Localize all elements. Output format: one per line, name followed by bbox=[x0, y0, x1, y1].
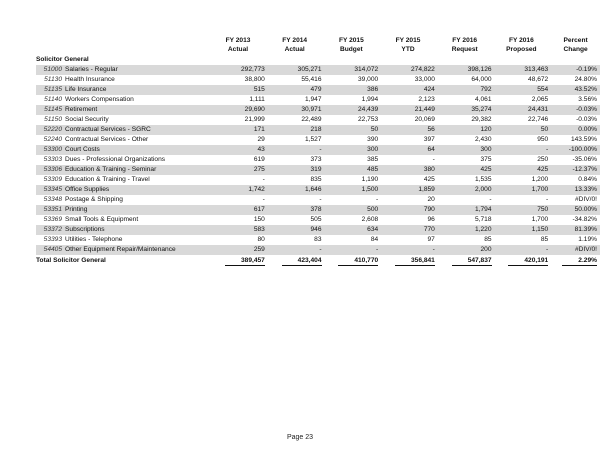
value-fy2015-budget: 1,500 bbox=[325, 185, 382, 195]
account-code: 54405 bbox=[43, 246, 62, 253]
value-fy2015-ytd: - bbox=[432, 156, 435, 163]
value-fy2016-proposed: 85 bbox=[540, 236, 549, 243]
account-code: 51000 bbox=[43, 66, 62, 73]
account-cell bbox=[36, 205, 211, 215]
value-fy2014: 305,271 bbox=[268, 65, 325, 75]
value-fy2015-ytd: 2,123 bbox=[418, 96, 435, 103]
value-fy2015-ytd: 56 bbox=[381, 125, 438, 135]
value-fy2015-budget: - bbox=[375, 196, 379, 203]
table-row bbox=[36, 75, 600, 85]
value-fy2014: 319 bbox=[268, 165, 325, 175]
value-fy2014: 946 bbox=[268, 225, 325, 235]
percent-change: -34.82% bbox=[572, 216, 597, 223]
value-fy2014: - bbox=[268, 145, 325, 155]
value-fy2016-proposed: 950 bbox=[537, 136, 549, 143]
value-fy2016-proposed: 313,463 bbox=[495, 65, 552, 75]
value-fy2016-request: 64,000 bbox=[471, 76, 492, 83]
value-fy2016-request: 1,535 bbox=[475, 176, 492, 183]
account-name: Education & Training - Seminar bbox=[65, 166, 157, 173]
account-code: 53306 bbox=[43, 166, 62, 173]
account-name: Retirement bbox=[65, 106, 98, 113]
account-cell bbox=[36, 225, 211, 235]
table-row bbox=[36, 115, 600, 125]
account-cell bbox=[36, 135, 211, 145]
account-cell bbox=[36, 195, 211, 205]
value-fy2016-proposed: - bbox=[495, 145, 552, 155]
value-fy2016-request: 4,061 bbox=[475, 96, 492, 103]
value-fy2016-proposed: 24,431 bbox=[495, 105, 552, 115]
value-fy2013: 583 bbox=[211, 225, 268, 235]
header-fy2016-request: FY 2016 Request bbox=[451, 37, 478, 53]
account-code: 51130 bbox=[44, 76, 62, 83]
account-cell bbox=[36, 105, 211, 115]
value-fy2013: 171 bbox=[211, 125, 268, 135]
account-cell bbox=[36, 215, 211, 225]
value-fy2015-ytd: 274,822 bbox=[381, 65, 438, 75]
account-name: Office Supplies bbox=[65, 186, 110, 193]
percent-change: 1.19% bbox=[578, 236, 597, 243]
value-fy2013: 275 bbox=[211, 165, 268, 175]
percent-change: -0.03% bbox=[576, 116, 597, 123]
total-fy2015-ytd: 356,841 bbox=[381, 255, 438, 266]
total-label: Total Solicitor General bbox=[36, 256, 106, 264]
value-fy2016-proposed: 750 bbox=[495, 205, 552, 215]
value-fy2015-budget: 50 bbox=[325, 125, 382, 135]
percent-change: -12.37% bbox=[551, 165, 600, 175]
percent-change: 143.59% bbox=[570, 136, 597, 143]
account-name: Small Tools & Equipment bbox=[65, 216, 139, 223]
table-row bbox=[36, 205, 600, 215]
total-fy2016-proposed: 420,191 bbox=[495, 255, 552, 266]
table-row bbox=[36, 125, 600, 135]
percent-change: 81.39% bbox=[551, 225, 600, 235]
percent-change: -0.19% bbox=[551, 65, 600, 75]
value-fy2016-proposed: 50 bbox=[495, 125, 552, 135]
value-fy2015-budget: 2,608 bbox=[361, 216, 379, 223]
value-fy2015-ytd: 770 bbox=[381, 225, 438, 235]
value-fy2015-ytd: 790 bbox=[381, 205, 438, 215]
percent-change: 13.33% bbox=[551, 185, 600, 195]
account-cell bbox=[36, 115, 211, 125]
account-name: Contractual Services - Other bbox=[65, 136, 149, 143]
value-fy2014: 83 bbox=[314, 236, 322, 243]
table-row bbox=[36, 155, 600, 165]
account-name: Social Security bbox=[65, 116, 109, 123]
table-row bbox=[36, 65, 600, 75]
value-fy2016-request: 29,382 bbox=[471, 116, 492, 123]
total-fy2016-request: 547,837 bbox=[438, 255, 495, 266]
value-fy2016-proposed: 22,746 bbox=[528, 116, 549, 123]
total-fy2013: 389,457 bbox=[211, 255, 268, 266]
value-fy2013: 292,773 bbox=[211, 65, 268, 75]
account-code: 53303 bbox=[43, 156, 62, 163]
account-name: Other Equipment Repair/Maintenance bbox=[65, 246, 176, 253]
percent-change: 0.84% bbox=[578, 176, 597, 183]
value-fy2015-budget: 22,753 bbox=[358, 116, 379, 123]
account-code: 52240 bbox=[43, 136, 62, 143]
table-row bbox=[36, 95, 600, 105]
header-row bbox=[36, 33, 600, 54]
value-fy2015-budget: 314,072 bbox=[325, 65, 382, 75]
value-fy2016-proposed: 1,700 bbox=[531, 216, 549, 223]
percent-change: -0.03% bbox=[551, 105, 600, 115]
value-fy2015-ytd: 424 bbox=[381, 85, 438, 95]
account-code: 53345 bbox=[43, 186, 62, 193]
value-fy2013: - bbox=[262, 176, 265, 183]
section-title: Solicitor General bbox=[36, 55, 89, 63]
table-row bbox=[36, 195, 600, 205]
table-row bbox=[36, 245, 600, 255]
value-fy2016-proposed: 250 bbox=[537, 156, 549, 163]
account-name: Life Insurance bbox=[65, 86, 107, 93]
value-fy2016-request: 2,000 bbox=[438, 185, 495, 195]
table-row bbox=[36, 185, 600, 195]
header-fy2013-actual: FY 2013 Actual bbox=[225, 37, 251, 53]
value-fy2015-ytd: 425 bbox=[423, 176, 435, 183]
value-fy2014: 378 bbox=[268, 205, 325, 215]
value-fy2013: 150 bbox=[253, 216, 265, 223]
account-code: 53393 bbox=[43, 236, 62, 243]
value-fy2013: 38,800 bbox=[244, 76, 265, 83]
value-fy2016-request: 5,718 bbox=[475, 216, 492, 223]
value-fy2015-budget: 485 bbox=[325, 165, 382, 175]
percent-change: -35.06% bbox=[572, 156, 597, 163]
value-fy2014: 30,971 bbox=[268, 105, 325, 115]
account-code: 53309 bbox=[43, 176, 62, 183]
value-fy2016-request: 425 bbox=[438, 165, 495, 175]
value-fy2015-budget: - bbox=[325, 245, 382, 255]
value-fy2015-budget: 39,000 bbox=[358, 76, 379, 83]
value-fy2015-ytd: 1,859 bbox=[381, 185, 438, 195]
account-code: 51145 bbox=[44, 106, 62, 113]
account-code: 53372 bbox=[43, 226, 62, 233]
value-fy2016-request: 398,126 bbox=[438, 65, 495, 75]
value-fy2013: - bbox=[262, 196, 265, 203]
value-fy2015-ytd: 20,069 bbox=[414, 116, 435, 123]
account-code: 53300 bbox=[43, 146, 62, 153]
value-fy2016-request: 1,220 bbox=[438, 225, 495, 235]
account-name: Utilities - Telephone bbox=[65, 236, 123, 243]
account-cell bbox=[36, 65, 211, 75]
value-fy2016-request: 375 bbox=[480, 156, 492, 163]
account-name: Contractual Services - SGRC bbox=[65, 126, 151, 133]
account-code: 51135 bbox=[44, 86, 62, 93]
header-percent-change: Percent Change bbox=[563, 37, 588, 53]
value-fy2015-budget: 385 bbox=[367, 156, 379, 163]
value-fy2013: 29,690 bbox=[211, 105, 268, 115]
table-row bbox=[36, 175, 600, 185]
account-code: 51150 bbox=[44, 116, 62, 123]
table-row bbox=[36, 235, 600, 245]
value-fy2014: 835 bbox=[310, 176, 322, 183]
account-cell bbox=[36, 85, 211, 95]
value-fy2016-proposed: 2,065 bbox=[531, 96, 549, 103]
value-fy2013: 1,111 bbox=[249, 96, 265, 103]
value-fy2016-request: 35,274 bbox=[438, 105, 495, 115]
value-fy2014: 218 bbox=[268, 125, 325, 135]
table-row bbox=[36, 105, 600, 115]
value-fy2016-request: 792 bbox=[438, 85, 495, 95]
value-fy2013: 619 bbox=[253, 156, 265, 163]
value-fy2013: 515 bbox=[211, 85, 268, 95]
value-fy2013: 80 bbox=[257, 236, 265, 243]
table-row bbox=[36, 215, 600, 225]
value-fy2016-request: - bbox=[489, 196, 492, 203]
value-fy2013: 21,999 bbox=[244, 116, 265, 123]
total-fy2014: 423,404 bbox=[268, 255, 325, 266]
account-code: 51140 bbox=[44, 96, 62, 103]
value-fy2015-ytd: 96 bbox=[427, 216, 435, 223]
value-fy2013: 617 bbox=[211, 205, 268, 215]
value-fy2016-proposed: 1,200 bbox=[531, 176, 549, 183]
value-fy2015-ytd: - bbox=[381, 245, 438, 255]
value-fy2016-request: 200 bbox=[438, 245, 495, 255]
account-cell bbox=[36, 155, 211, 165]
account-cell bbox=[36, 185, 211, 195]
value-fy2015-ytd: 21,449 bbox=[381, 105, 438, 115]
account-cell bbox=[36, 125, 211, 135]
value-fy2016-request: 300 bbox=[438, 145, 495, 155]
value-fy2013: 43 bbox=[211, 145, 268, 155]
value-fy2014: 479 bbox=[268, 85, 325, 95]
percent-change: 3.56% bbox=[578, 96, 597, 103]
value-fy2015-budget: 300 bbox=[325, 145, 382, 155]
value-fy2016-request: 1,794 bbox=[438, 205, 495, 215]
value-fy2015-budget: 84 bbox=[370, 236, 379, 243]
account-name: Postage & Shipping bbox=[65, 196, 123, 203]
percent-change: #DIV/0! bbox=[575, 196, 597, 203]
value-fy2015-ytd: 64 bbox=[381, 145, 438, 155]
account-cell bbox=[36, 95, 211, 105]
section-header-row bbox=[36, 54, 600, 65]
value-fy2016-request: 120 bbox=[438, 125, 495, 135]
value-fy2015-budget: 634 bbox=[325, 225, 382, 235]
value-fy2013: 1,742 bbox=[211, 185, 268, 195]
budget-table bbox=[36, 33, 600, 266]
percent-change: 24.80% bbox=[574, 76, 597, 83]
header-fy2015-ytd: FY 2015 YTD bbox=[395, 37, 421, 53]
value-fy2015-ytd: 397 bbox=[423, 136, 435, 143]
value-fy2016-proposed: - bbox=[546, 196, 549, 203]
value-fy2016-request: 85 bbox=[484, 236, 492, 243]
value-fy2015-budget: 386 bbox=[325, 85, 382, 95]
value-fy2015-budget: 24,439 bbox=[325, 105, 382, 115]
total-fy2015-budget: 410,770 bbox=[325, 255, 382, 266]
percent-change: -100.00% bbox=[551, 145, 600, 155]
value-fy2014: - bbox=[268, 245, 325, 255]
percent-change: 50.00% bbox=[551, 205, 600, 215]
value-fy2014: 1,947 bbox=[305, 96, 322, 103]
account-name: Salaries - Regular bbox=[65, 66, 118, 73]
value-fy2015-ytd: 97 bbox=[427, 236, 435, 243]
percent-change: #DIV/0! bbox=[551, 245, 600, 255]
value-fy2013: 259 bbox=[211, 245, 268, 255]
header-fy2014-actual: FY 2014 Actual bbox=[282, 37, 308, 53]
percent-change: 0.00% bbox=[551, 125, 600, 135]
value-fy2016-proposed: 1,700 bbox=[495, 185, 552, 195]
account-cell bbox=[36, 75, 211, 85]
account-name: Subscriptions bbox=[65, 226, 105, 233]
value-fy2016-proposed: 554 bbox=[495, 85, 552, 95]
value-fy2014: 505 bbox=[310, 216, 322, 223]
header-fy2016-proposed: FY 2016 Proposed bbox=[506, 37, 537, 53]
value-fy2016-proposed: 425 bbox=[495, 165, 552, 175]
account-name: Dues - Professional Organizations bbox=[65, 156, 166, 163]
value-fy2014: - bbox=[319, 196, 322, 203]
page-number: Page 23 bbox=[286, 434, 314, 441]
table-row bbox=[36, 85, 600, 95]
account-name: Education & Training - Travel bbox=[65, 176, 150, 183]
value-fy2013: 29 bbox=[257, 136, 265, 143]
table-row bbox=[36, 135, 600, 145]
account-name: Workers Compensation bbox=[65, 96, 134, 103]
account-code: 53369 bbox=[43, 216, 62, 223]
value-fy2016-proposed: 48,672 bbox=[528, 76, 549, 83]
account-cell bbox=[36, 145, 211, 155]
value-fy2015-budget: 500 bbox=[325, 205, 382, 215]
value-fy2014: 1,646 bbox=[268, 185, 325, 195]
value-fy2015-budget: 390 bbox=[367, 136, 379, 143]
account-name: Health Insurance bbox=[65, 76, 115, 83]
value-fy2015-ytd: 33,000 bbox=[414, 76, 435, 83]
total-percent-change: 2.29% bbox=[551, 255, 600, 266]
account-cell bbox=[36, 165, 211, 175]
value-fy2015-budget: 1,190 bbox=[361, 176, 379, 183]
header-fy2015-budget: FY 2015 Budget bbox=[338, 37, 364, 53]
header-blank bbox=[36, 33, 211, 54]
total-row bbox=[36, 255, 600, 266]
table-row bbox=[36, 165, 600, 175]
account-code: 53351 bbox=[43, 206, 62, 213]
account-cell bbox=[36, 235, 211, 245]
value-fy2015-ytd: 380 bbox=[381, 165, 438, 175]
value-fy2014: 373 bbox=[310, 156, 322, 163]
percent-change: 43.52% bbox=[551, 85, 600, 95]
table-row bbox=[36, 145, 600, 155]
value-fy2016-proposed: - bbox=[495, 245, 552, 255]
account-name: Printing bbox=[65, 206, 88, 213]
value-fy2015-ytd: 20 bbox=[427, 196, 435, 203]
account-cell bbox=[36, 245, 211, 255]
account-code: 53348 bbox=[43, 196, 62, 203]
value-fy2014: 55,416 bbox=[301, 76, 322, 83]
account-code: 52220 bbox=[43, 126, 62, 133]
table-row bbox=[36, 225, 600, 235]
value-fy2016-request: 2,430 bbox=[475, 136, 492, 143]
value-fy2014: 22,489 bbox=[301, 116, 322, 123]
value-fy2015-budget: 1,994 bbox=[361, 96, 379, 103]
account-cell bbox=[36, 175, 211, 185]
account-name: Court Costs bbox=[65, 146, 100, 153]
value-fy2016-proposed: 1,150 bbox=[495, 225, 552, 235]
value-fy2014: 1,527 bbox=[305, 136, 322, 143]
